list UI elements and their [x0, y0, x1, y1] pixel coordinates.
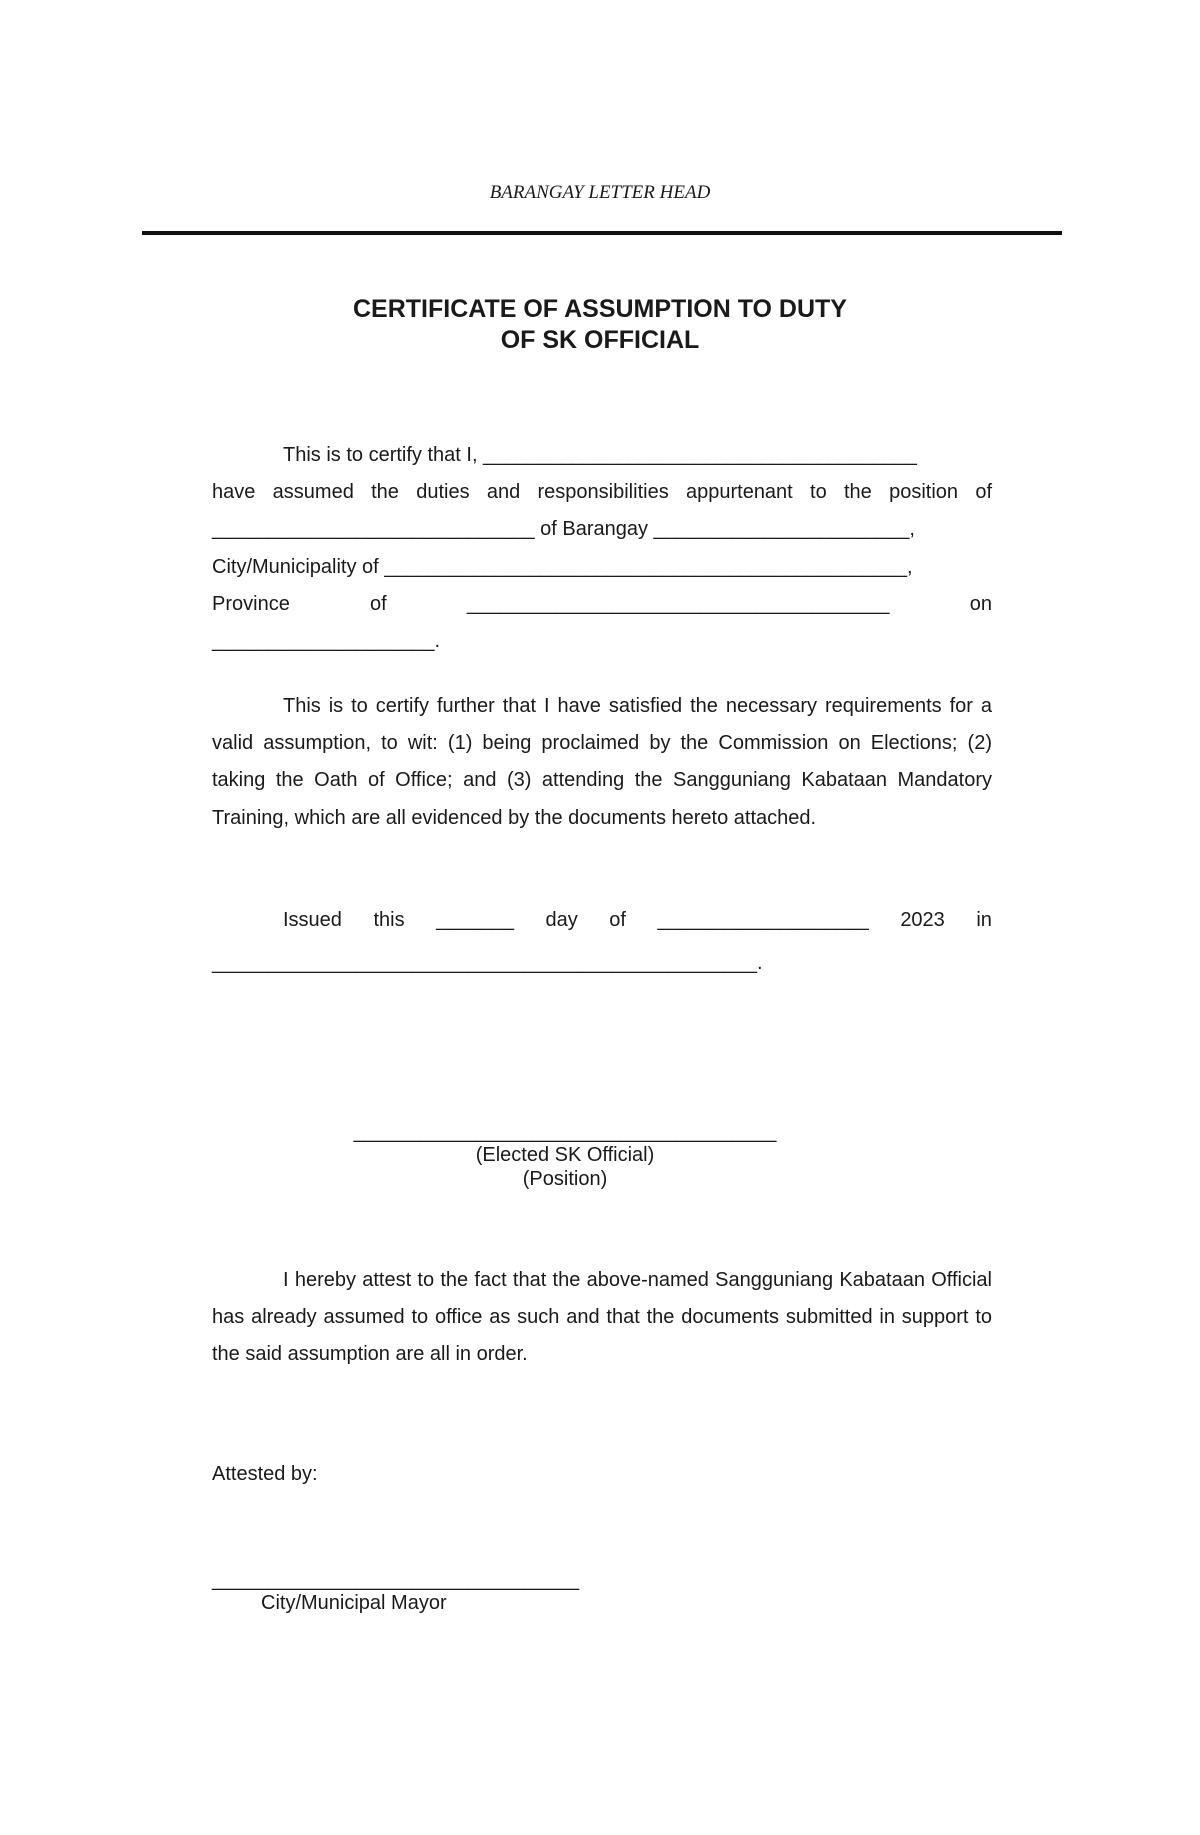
- letterhead: BARANGAY LETTER HEAD: [489, 182, 711, 203]
- issued-month-blank: ___________________: [657, 909, 869, 931]
- province-of: of: [370, 593, 387, 615]
- certificate-title-line-1: CERTIFICATE OF ASSUMPTION TO DUTY: [353, 295, 847, 323]
- attested-by-label: Attested by:: [212, 1463, 318, 1485]
- certify-line-6: ____________________.: [212, 630, 441, 652]
- certify-line-1: This is to certify that I, _______________________________________: [283, 444, 917, 466]
- issued-line-1: [283, 902, 992, 939]
- requirements-text: This is to certify further that I have satisfied the necessary requirements for a valid assumption, to wit: (1) being proclaimed by the Commission on Elections; (2) taking the Oath of Office; and (3) attending the Sangguniang Kabataan Mandatory Training, which are all evidenced by the documents hereto attached.: [212, 695, 992, 829]
- official-name-label: (Elected SK Official): [475, 1144, 655, 1166]
- issued-day: day: [545, 909, 578, 931]
- issued-this: this: [373, 909, 405, 931]
- province-on: on: [969, 593, 992, 615]
- certify-line-4: City/Municipality of _______________________________________________,: [212, 556, 913, 578]
- certificate-title-line-2: OF SK OFFICIAL: [500, 326, 700, 354]
- certify-line-2: have assumed the duties and responsibilities appurtenant to the position of: [212, 481, 992, 503]
- mayor-title: City/Municipal Mayor: [261, 1592, 447, 1614]
- issued-line-2: _________________________________________________.: [212, 952, 763, 974]
- header-rule: [142, 231, 1062, 235]
- attestation-paragraph: [212, 1262, 992, 1374]
- province-label: Province: [212, 593, 290, 615]
- issued-in: in: [976, 909, 992, 931]
- official-signature-line: ______________________________________: [353, 1121, 777, 1143]
- issued-year: 2023: [900, 909, 945, 931]
- mayor-signature-line: _________________________________: [212, 1569, 580, 1591]
- requirements-paragraph: [212, 688, 992, 837]
- issued-of: of: [609, 909, 626, 931]
- certify-line-3: _____________________________ of Barangay _______________________,: [212, 518, 915, 540]
- issued-word: Issued: [283, 909, 342, 931]
- certify-line-5: [212, 586, 992, 623]
- official-position-label: (Position): [522, 1168, 608, 1190]
- province-blank: ______________________________________: [466, 593, 890, 615]
- attestation-text: I hereby attest to the fact that the above-named Sangguniang Kabataan Official has already assumed to office as such and that the documents submitted in support to the said assumption are all in order.: [212, 1269, 992, 1366]
- issued-day-blank: _______: [436, 909, 514, 931]
